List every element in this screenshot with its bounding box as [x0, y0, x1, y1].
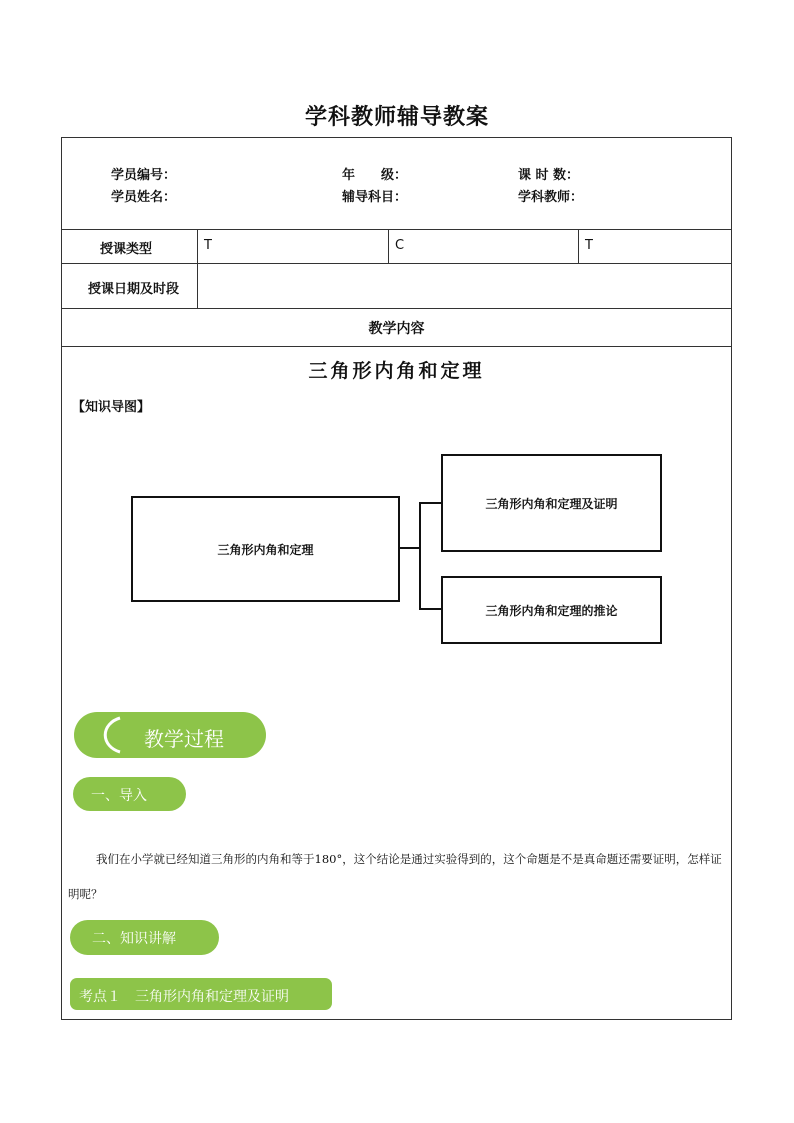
lesson-date-label: 授课日期及时段 — [88, 282, 180, 297]
column-divider — [578, 229, 579, 263]
column-divider — [388, 229, 389, 263]
connector-line — [419, 608, 442, 610]
mind-map-label: 【知识导图】 — [72, 400, 151, 415]
connector-line — [419, 502, 421, 610]
row-divider — [62, 229, 731, 230]
section-title: 一、导入 — [91, 788, 147, 804]
section-badge — [70, 920, 219, 955]
lesson-type-label: 授课类型 — [100, 242, 153, 257]
row-divider — [62, 263, 731, 264]
grade-label: 年 级： — [342, 168, 408, 183]
student-name-label: 学员姓名： — [111, 190, 177, 205]
row-divider — [62, 308, 731, 309]
row-divider — [62, 346, 731, 347]
page-title: 学科教师辅导教案 — [304, 105, 489, 130]
column-divider — [197, 229, 198, 308]
key-point-badge — [70, 978, 332, 1010]
lesson-title: 三角形内角和定理 — [308, 360, 485, 382]
lesson-type-cell: C — [395, 238, 405, 253]
section-badge — [73, 777, 186, 811]
key-point-title: 考点１ 三角形内角和定理及证明 — [79, 989, 289, 1005]
connector-line — [400, 547, 421, 549]
mind-map-child: 三角形内角和定理及证明 — [441, 454, 662, 552]
content-header: 教学内容 — [368, 321, 425, 337]
lesson-type-cell: T — [204, 238, 212, 253]
teaching-process-heading: 教学过程 — [144, 727, 224, 751]
student-number-label: 学员编号： — [111, 168, 177, 183]
mind-map-root: 三角形内角和定理 — [131, 496, 400, 602]
teacher-label: 学科教师： — [518, 190, 584, 205]
banner-ring-icon — [74, 712, 134, 758]
connector-line — [419, 502, 442, 504]
mind-map-child: 三角形内角和定理的推论 — [441, 576, 662, 644]
subject-label: 辅导科目： — [342, 190, 408, 205]
section-title: 二、知识讲解 — [92, 931, 176, 947]
lesson-type-cell: T — [585, 238, 593, 253]
class-hours-label: 课 时 数： — [518, 168, 580, 183]
intro-paragraph: 我们在小学就已经知道三角形的内角和等于180°，这个结论是通过实验得到的，这个命题是不是真命题还需要证明，怎样证明呢？ — [68, 852, 722, 901]
teaching-process-banner — [74, 712, 266, 758]
lesson-plan-table — [61, 137, 732, 1020]
